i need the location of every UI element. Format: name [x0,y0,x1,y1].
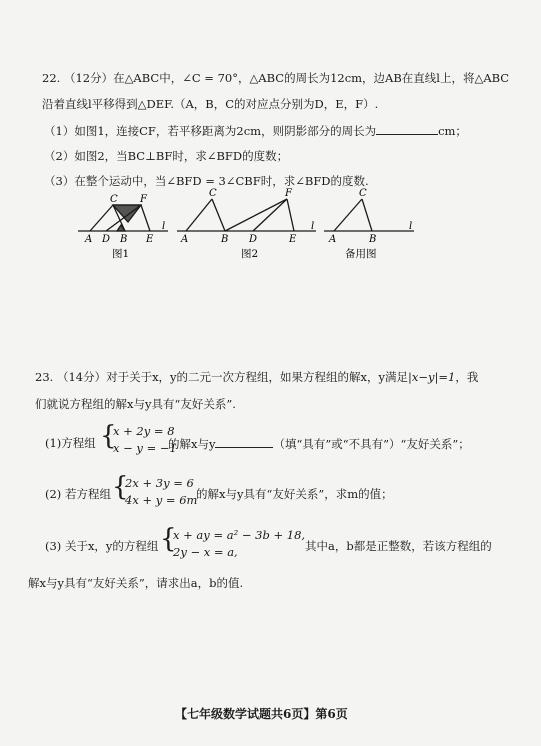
fig2-label-f: F [285,188,292,199]
fig1-label-a: A [85,234,93,245]
q23-part1-eq2: x − y = −1 [113,441,177,455]
q23-part3-eq2: 2y − x = a, [173,545,238,559]
fig2-label-l: l [311,221,315,232]
fig2-label-c: C [209,188,217,199]
q22-intro-line1: 22. （12分）在△ABC中，∠C = 70°，△ABC的周长为12cm，边AB在直线l上，将△ABC [42,71,510,85]
fig2-label-b: B [221,234,229,245]
q23-intro-line1 [35,370,478,385]
q23-part3-post: 其中a，b都是正整数，若该方程组的 [305,539,492,553]
q23-part2-eq2: 4x + y = 6m [125,493,198,507]
fig2-label-d: D [249,234,258,245]
fig1-label-f: F [140,194,147,205]
q22-part1-unit: cm； [438,124,467,138]
fig1-label-e: E [146,234,154,245]
q22-figures [0,185,541,265]
q22-part1 [44,123,467,139]
figure-2 [177,199,316,231]
q23-part2-eq1: 2x + 3y = 6 [125,476,194,490]
q23-part1-rest [168,436,470,452]
page-footer: 【七年级数学试题共6页】第6页 [175,707,348,721]
q23-part1-blank[interactable] [215,436,273,448]
fig3-label-c: C [359,188,367,199]
fig2-caption: 图2 [241,248,259,260]
q23-intro-text: 23. （14分）对于关于x，y的二元一次方程组，如果方程组的解x，y满足 [35,370,409,384]
q23-part3-brace: { [160,524,177,554]
figure-3 [324,199,414,231]
fig1-label-d: D [102,234,111,245]
q23-part1-mid: 的解x与y [168,437,216,451]
q23-part1-post: （填“具有”或“不具有”）“友好关系”； [273,437,470,451]
figure-1 [78,205,168,231]
q23-part2-brace: { [112,472,129,502]
fig3-label-a: A [329,234,337,245]
fig1-label-c: C [110,194,118,205]
fig3-label-b: B [369,234,377,245]
fig1-label-b: B [120,234,128,245]
q22-part1-text: （1）如图1，连接CF，若平移距离为2cm，则阴影部分的周长为 [44,124,377,138]
q22-part1-blank[interactable] [376,123,438,135]
q23-part2-label: (2) 若方程组 [45,487,111,501]
q23-part3-label: (3) 关于x，y的方程组 [45,539,159,553]
fig2-label-a: A [181,234,189,245]
q23-intro-tail: ，我 [455,370,479,384]
fig3-caption: 备用图 [345,248,377,260]
q23-part1-label: (1)方程组 [45,436,96,450]
q23-part1-eq1: x + 2y = 8 [113,424,175,438]
fig3-label-l: l [409,221,413,232]
q22-intro-line2: 沿着直线l平移得到△DEF.（A，B，C的对应点分别为D，E，F）. [42,97,379,111]
q23-abs-condition: |x−y|=1 [408,370,456,384]
q23-intro-line2: 们就说方程组的解x与y具有“友好关系”. [35,397,236,411]
q22-part3: （3）在整个运动中，当∠BFD = 3∠CBF时，求∠BFD的度数. [44,174,369,188]
q23-part3-line2: 解x与y具有“友好关系”，请求出a，b的值. [28,576,244,590]
q23-part2-post: 的解x与y具有“友好关系”，求m的值； [196,487,393,501]
q22-part2: （2）如图2，当BC⊥BF时，求∠BFD的度数； [44,149,289,163]
fig2-label-e: E [289,234,297,245]
fig1-label-l: l [162,221,166,232]
q23-part1-brace: { [100,421,117,451]
q23-part3-eq1: x + ay = a² − 3b + 18, [173,528,306,542]
fig1-caption: 图1 [112,248,130,260]
